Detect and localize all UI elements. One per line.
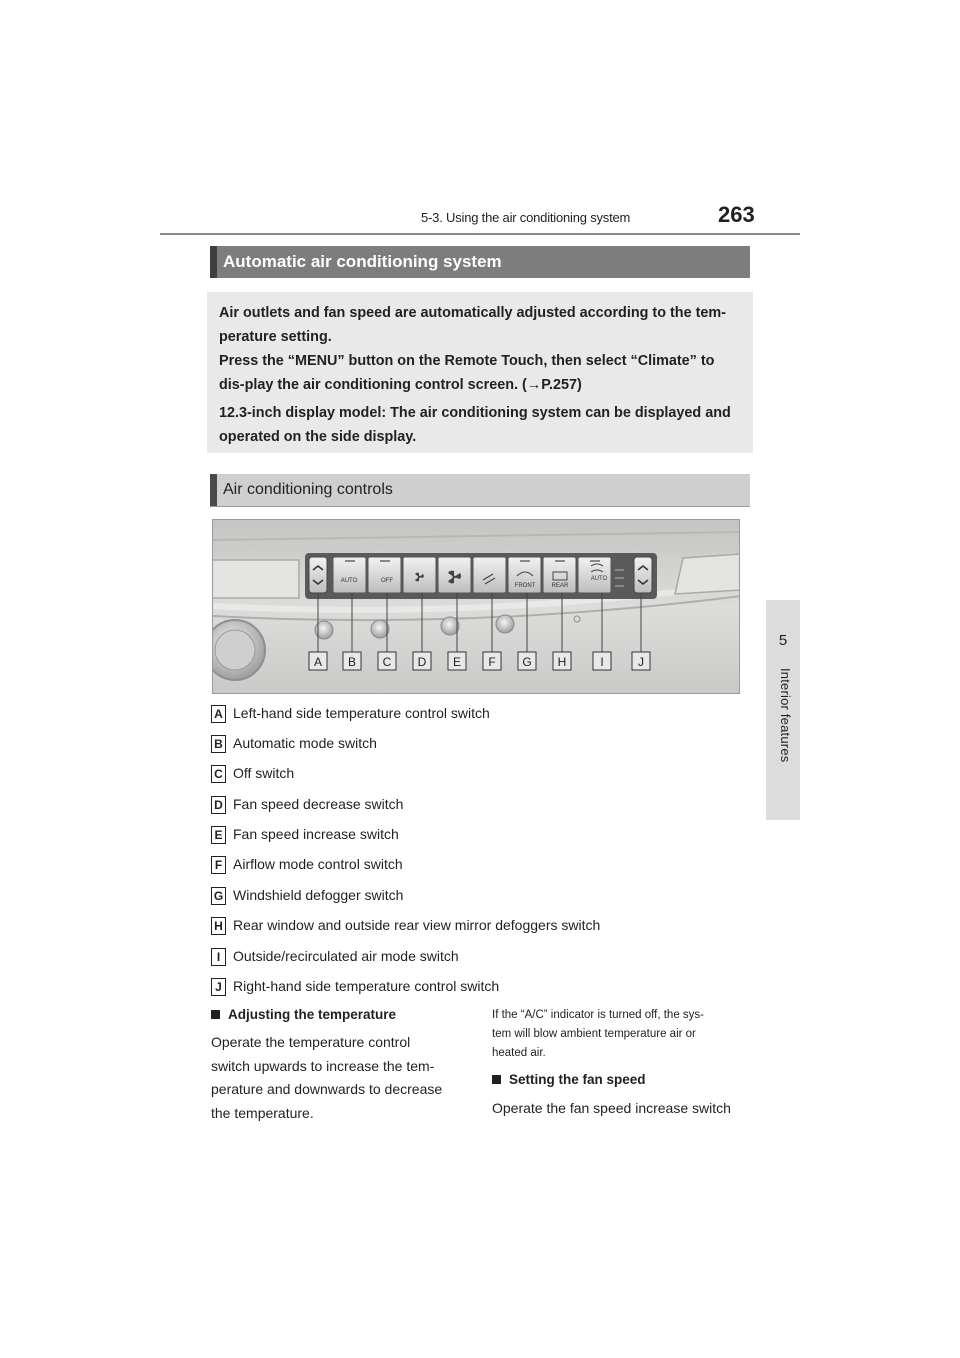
sub-heading-bar [210,474,750,506]
button-label-auto-recirc: AUTO [590,576,608,582]
legend-letter: J [211,978,226,996]
legend-letter: C [211,765,226,783]
callout-i: I [600,655,604,669]
fan-speed-text: Operate the fan speed increase switch [492,1100,731,1116]
note-line: heated air. [492,1047,546,1059]
sub-heading: Air conditioning controls [223,481,393,498]
header-divider [160,233,800,235]
sub-heading-rule [210,506,750,507]
adjust-temperature-text [211,1031,461,1125]
body-line: perature and downwards to decrease [211,1081,443,1097]
info-paragraph: Press the “MENU” button on the Remote Touch, then select “Climate” to dis-play the air conditioning control screen. (→P.257) [219,353,715,393]
chapter-number: 5 [778,632,788,649]
legend-letter: B [211,735,226,753]
legend-text: Rear window and outside rear view mirror defoggers switch [233,917,601,933]
callout-h: H [557,655,567,669]
legend-letter: F [211,856,226,874]
legend-text: Outside/recirculated air mode switch [233,948,459,964]
body-line: the temperature. [211,1104,314,1121]
info-paragraph: 12.3-inch display model: The air conditioning system can be displayed and operated on the side display. [219,405,731,445]
callout-d: D [417,655,427,669]
button-label-off: OFF [381,578,393,584]
control-panel-figure [212,519,740,694]
control-panel-illustration [213,520,740,694]
main-heading: Automatic air conditioning system [223,252,502,271]
legend-letter: G [211,887,226,905]
callout-a: A [313,655,323,669]
section-title: 5-3. Using the air conditioning system [421,210,631,225]
body-line: Operate the temperature control [211,1034,411,1050]
adjust-temperature-heading [211,1007,396,1022]
note-line: tem will blow ambient temperature air or [492,1028,696,1040]
legend-letter: A [211,705,226,723]
legend-text: Fan speed decrease switch [233,796,404,812]
legend-text: Windshield defogger switch [233,887,404,903]
callout-j: J [638,655,644,669]
legend-letter: H [211,917,226,935]
legend-text: Off switch [233,765,295,781]
fan-speed-heading [492,1072,646,1087]
square-bullet-icon [211,1010,220,1019]
legend-text: Automatic mode switch [233,735,377,751]
button-label-rear: REAR [551,583,569,589]
button-label-auto: AUTO [340,578,358,584]
legend-letter: D [211,796,226,814]
ac-indicator-note [492,1006,752,1063]
legend-text: Right-hand side temperature control switch [233,978,500,994]
fan-speed-title: Setting the fan speed [509,1072,646,1087]
callout-b: B [347,655,357,669]
page-number: 263 [718,202,755,227]
info-paragraph: Air outlets and fan speed are automatically adjusted according to the tem-perature setting. [219,305,726,345]
callout-g: G [522,655,532,669]
heading-edge-marker [210,474,217,506]
callout-c: C [382,655,392,669]
square-bullet-icon [492,1075,501,1084]
legend-text: Fan speed increase switch [233,826,399,842]
body-line: switch upwards to increase the tem- [211,1057,435,1074]
legend-letter: E [211,826,226,844]
chapter-title: Interior features [778,668,793,763]
legend-text: Airflow mode control switch [233,856,403,872]
button-label-front: FRONT [514,583,536,589]
legend-letter: I [211,948,226,966]
adjust-temperature-title: Adjusting the temperature [228,1007,397,1022]
callout-e: E [452,655,462,669]
note-line: If the “A/C” indicator is turned off, the sys- [492,1009,704,1021]
callout-f: F [488,655,496,669]
info-box [207,292,753,453]
legend-text: Left-hand side temperature control switch [233,705,490,721]
heading-edge-marker [210,246,217,278]
main-heading-bar [210,246,750,278]
